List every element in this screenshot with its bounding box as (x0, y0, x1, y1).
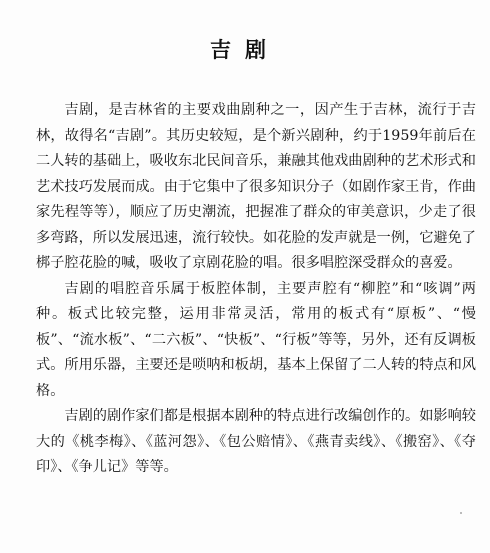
document-body (36, 98, 476, 481)
scan-speck (460, 512, 462, 514)
paragraph-2: 吉剧的唱腔音乐属于板腔体制，主要声腔有“柳腔”和“咳调”两种。板式比较完整，运用非常灵活，常用的板式有“原板”、“慢板”、“流水板”、“二六板”、“快板”、“行板”等等，另外，还有反调板式。所用乐器，主要还是唢呐和板胡，基本上保留了二人转的特点和风格。 (36, 280, 476, 399)
paragraph-1: 吉剧，是吉林省的主要戏曲剧种之一，因产生于吉林，流行于吉林，故得名“吉剧”。其历史较短，是个新兴剧种，约于1959年前后在二人转的基础上，吸收东北民间音乐，兼融其他戏曲剧种的艺术形式和艺术技巧发展而成。由于它集中了很多知识分子（如剧作家王肯，作曲家先程等等），顺应了历史潮流，把握准了群众的审美意识，少走了很多弯路，所以发展迅速，流行较快。如花脸的发声就是一例，它避免了梆子腔花脸的喊，吸收了京剧花脸的唱。很多唱腔深受群众的喜爱。 (36, 102, 476, 271)
paragraph-3: 吉剧的剧作家们都是根据本剧种的特点进行改编创作的。如影响较大的《桃李梅》、《蓝河怨》、《包公赔情》、《燕青卖线》、《搬窑》、《夺印》、《争儿记》等等。 (36, 408, 476, 475)
document-title: 吉剧 (210, 37, 280, 62)
